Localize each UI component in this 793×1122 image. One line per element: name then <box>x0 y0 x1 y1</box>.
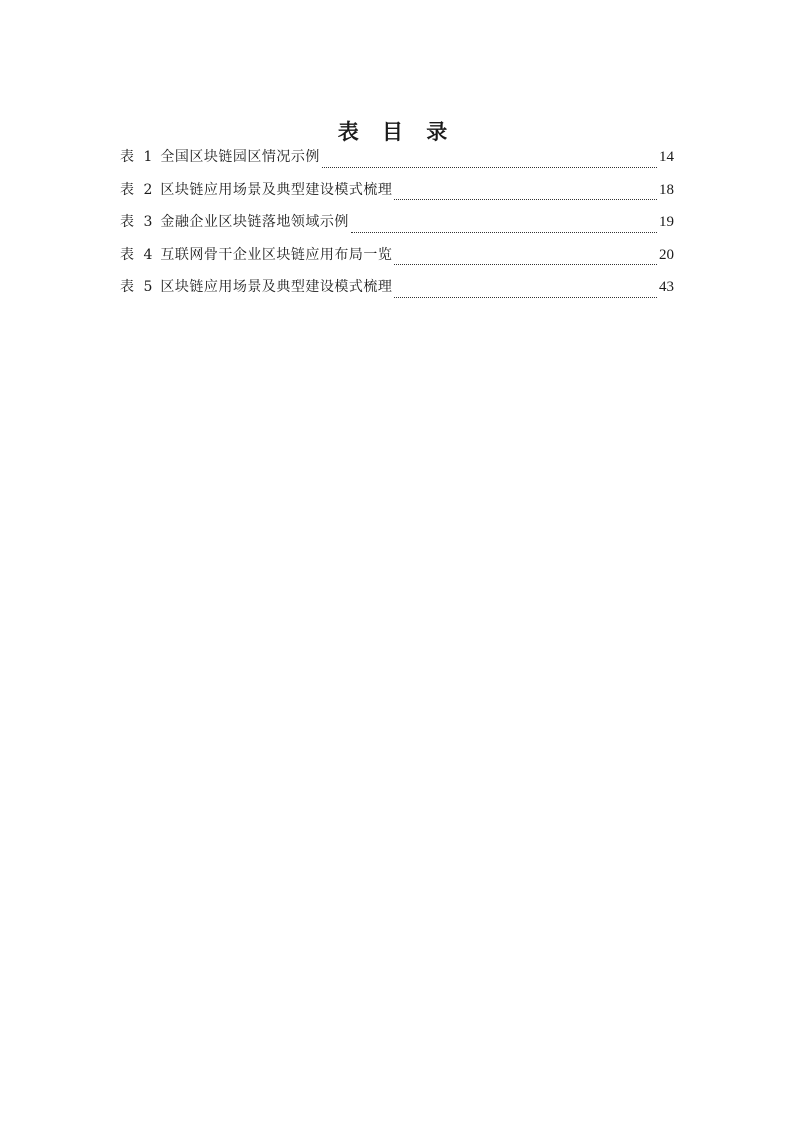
toc-entry-page: 43 <box>659 279 674 295</box>
toc-entry[interactable] <box>120 243 674 276</box>
dot-leader <box>394 199 657 200</box>
toc-entry-label: 表 <box>120 214 135 230</box>
dot-leader <box>351 232 657 233</box>
toc-entry-label: 表 <box>120 149 135 165</box>
toc-entry-page: 14 <box>659 149 674 165</box>
toc-entry-title: 全国区块链园区情况示例 <box>160 149 320 165</box>
toc-entry[interactable] <box>120 210 674 243</box>
dot-leader <box>394 264 657 265</box>
toc-entry-title: 金融企业区块链落地领域示例 <box>160 214 349 230</box>
toc-entry-number: 1 <box>143 149 153 165</box>
toc-entry[interactable] <box>120 275 674 308</box>
toc-entry-page: 20 <box>659 246 674 263</box>
toc-entry[interactable] <box>120 178 674 211</box>
toc-entry-label: 表 <box>120 246 135 263</box>
dot-leader <box>394 297 657 298</box>
toc-entry-title: 区块链应用场景及典型建设模式梳理 <box>160 181 393 198</box>
toc-entry-label: 表 <box>120 181 135 198</box>
toc-entry[interactable] <box>120 145 674 178</box>
toc-entry-number: 4 <box>143 246 153 263</box>
table-of-tables <box>120 145 674 308</box>
toc-entry-title: 区块链应用场景及典型建设模式梳理 <box>160 279 393 295</box>
toc-entry-title: 互联网骨干企业区块链应用布局一览 <box>160 246 393 263</box>
toc-entry-number: 5 <box>143 279 153 295</box>
toc-entry-page: 18 <box>659 181 674 198</box>
toc-entry-number: 2 <box>143 181 153 198</box>
toc-entry-page: 19 <box>659 214 674 230</box>
dot-leader <box>322 167 657 168</box>
toc-entry-number: 3 <box>143 214 153 230</box>
toc-entry-label: 表 <box>120 279 135 295</box>
page-title: 表 目 录 <box>337 120 456 145</box>
